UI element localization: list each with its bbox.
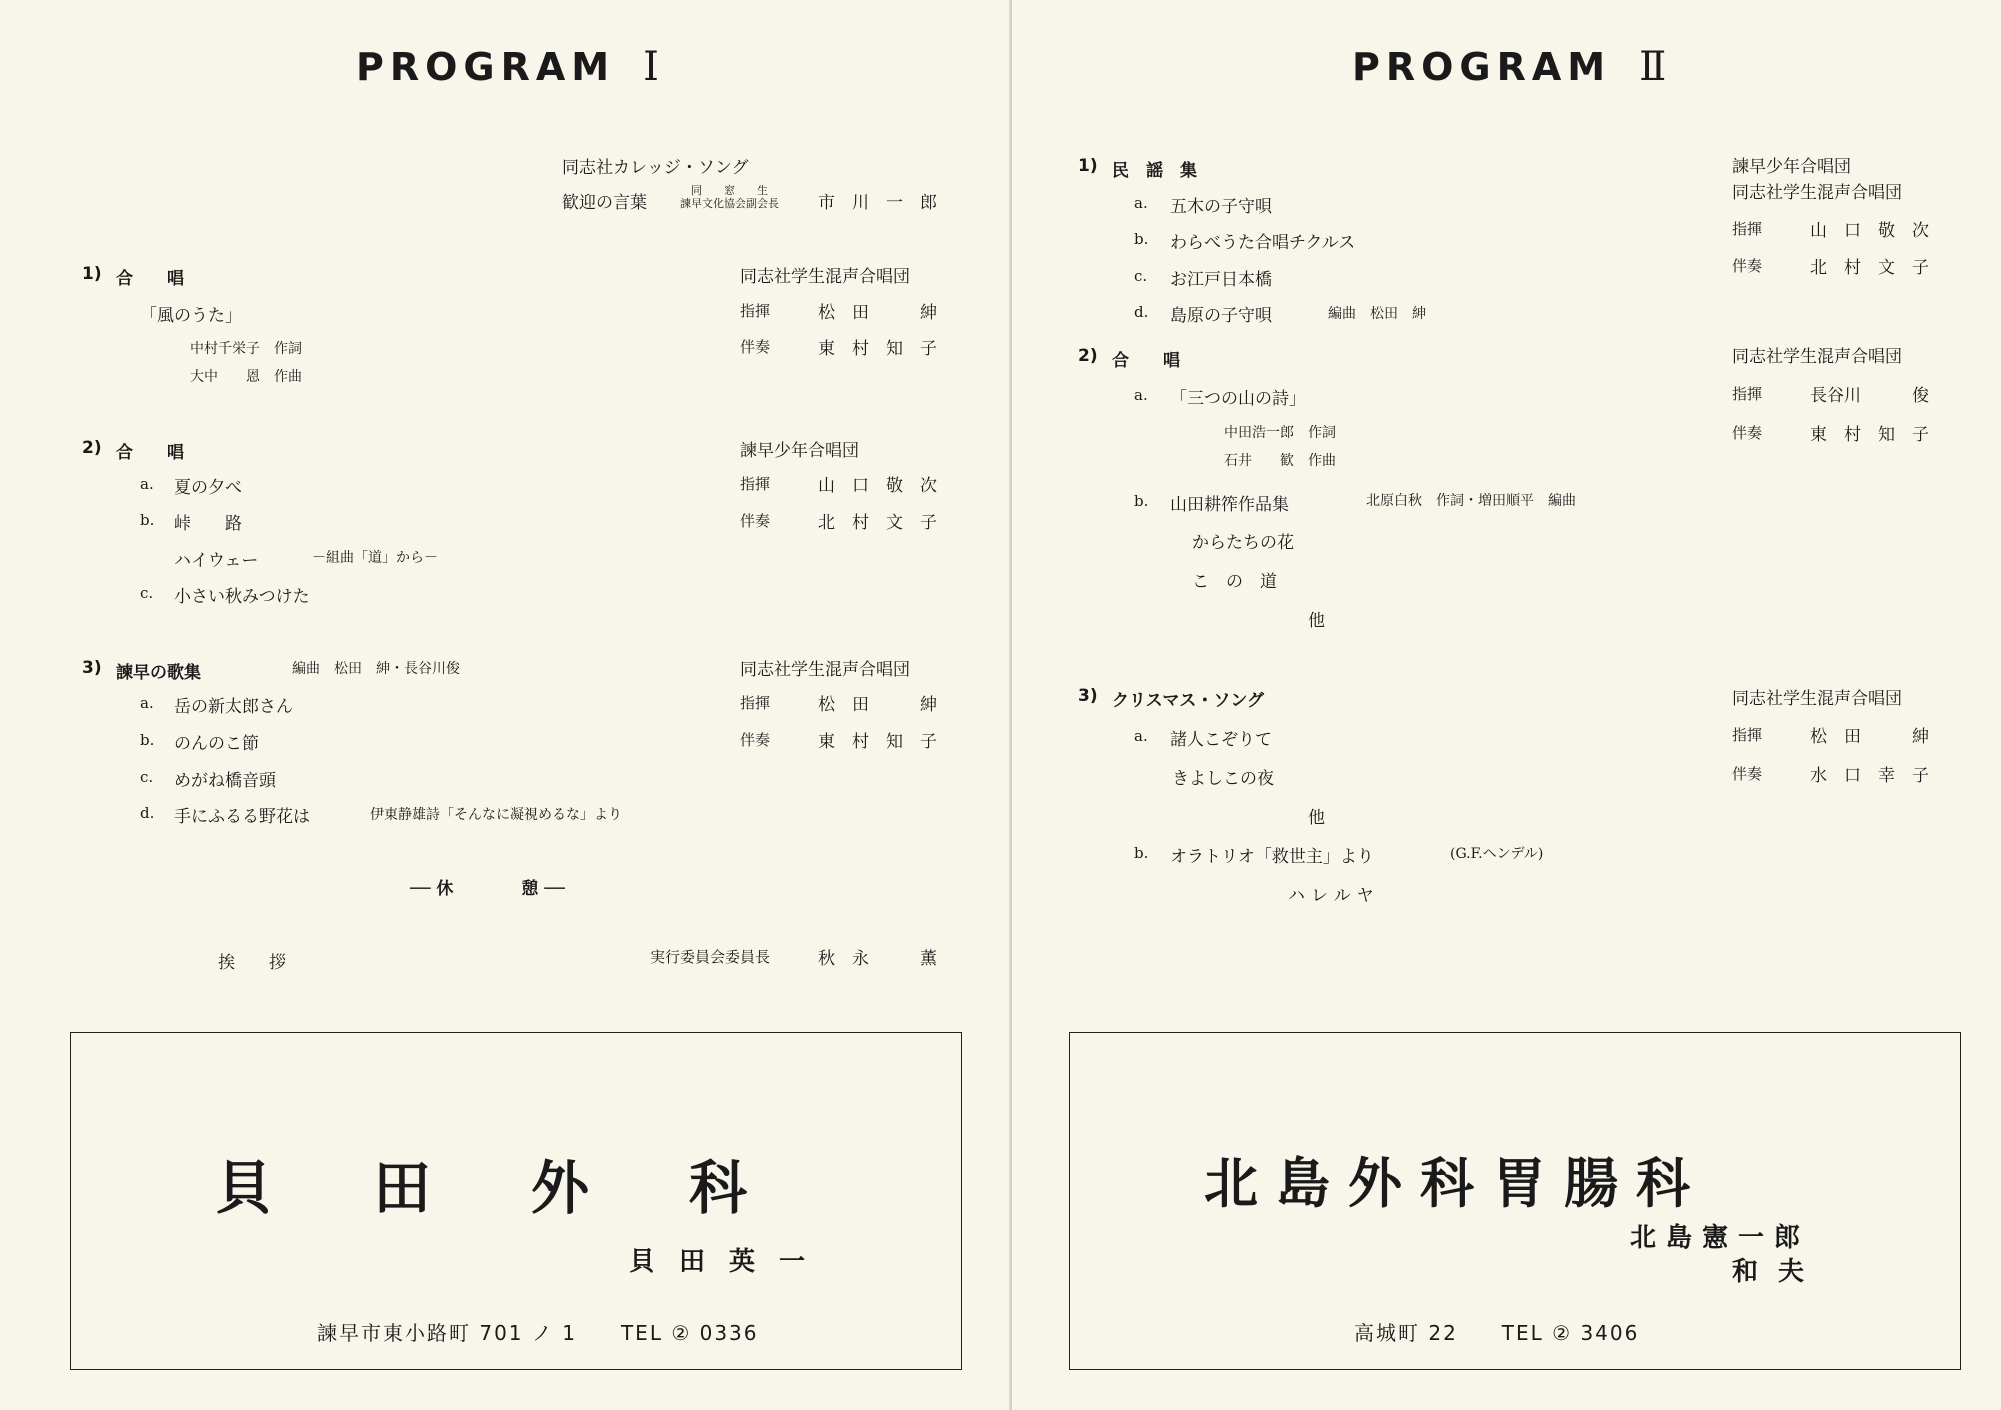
greeting-role: 実行委員会委員長: [650, 948, 771, 966]
song-item: のんのこ節: [174, 734, 259, 754]
song-note: 北原白秋 作詞・増田順平 編曲: [1366, 493, 1576, 509]
section-2-pianist-role: 伴奏: [1732, 424, 1763, 442]
song-item: お江戸日本橋: [1170, 270, 1272, 290]
greeting-person: 秋 永 薫: [818, 949, 937, 969]
section-3-pianist: 水 口 幸 子: [1810, 766, 1929, 786]
section-1-pianist-role: 伴奏: [1732, 257, 1763, 275]
section-3-performer: 同志社学生混声合唱団: [1732, 689, 1902, 709]
ad-doctor-name: 北島憲一郎: [1630, 1223, 1811, 1253]
song-item: 小さい秋みつけた: [174, 587, 310, 607]
song-item: 五木の子守唄: [1170, 197, 1272, 217]
section-1-pianist: 北 村 文 子: [1810, 258, 1929, 278]
section-3-number: 3): [82, 658, 102, 678]
item-label: b.: [1134, 844, 1149, 862]
section-2-conductor: 長谷川 俊: [1810, 386, 1929, 406]
song-item: ハイウェー: [174, 551, 259, 571]
item-label: b.: [140, 731, 155, 749]
section-3-pianist-role: 伴奏: [740, 731, 771, 749]
section-2-number: 2): [82, 438, 102, 458]
song-note: (G.F.ヘンデル): [1450, 846, 1544, 862]
section-2-title: 合 唱: [1112, 351, 1180, 371]
welcome-role: [680, 184, 779, 210]
composer-credit: 大中 恩 作曲: [190, 369, 302, 385]
song-item: きよしこの夜: [1172, 769, 1274, 789]
song-item-others: 他: [1308, 611, 1325, 631]
ad-clinic-name: 北島外科胃腸科: [1204, 1152, 1708, 1215]
section-2-performer: 同志社学生混声合唱団: [1732, 347, 1902, 367]
section-3-pianist-role: 伴奏: [1732, 765, 1763, 783]
section-2-conductor-role: 指揮: [1732, 385, 1763, 403]
item-label: b.: [1134, 230, 1149, 248]
song-item: 島原の子守唄: [1170, 306, 1272, 326]
section-2-title: 合 唱: [116, 443, 184, 463]
section-2-pianist: 東 村 知 子: [1810, 425, 1929, 445]
program-roman-numeral: Ⅰ: [643, 44, 659, 90]
section-3-conductor-role: 指揮: [740, 694, 771, 712]
song-item: 諸人こぞりて: [1170, 730, 1272, 750]
program-title-text: PROGRAM: [1352, 45, 1612, 89]
section-2-conductor-role: 指揮: [740, 475, 771, 493]
item-label: c.: [140, 768, 154, 786]
welcome-label: 歓迎の言葉: [562, 193, 647, 213]
song-note: －組曲「道」から－: [312, 550, 438, 566]
ad-doctor-name: 貝田英一: [629, 1247, 830, 1277]
lyricist-credit: 中村千栄子 作詞: [190, 341, 302, 357]
item-label: a.: [1134, 386, 1148, 404]
section-1-performer: 同志社学生混声合唱団: [740, 267, 910, 287]
item-label: d.: [140, 804, 155, 822]
ad-clinic-name: 貝田外科: [215, 1154, 848, 1222]
song-item: 山田耕筰作品集: [1170, 495, 1289, 515]
advertisement-kitajima-surgery: [1069, 1032, 1961, 1370]
song-note: 編曲 松田 紳: [1328, 306, 1426, 322]
item-label: a.: [1134, 194, 1148, 212]
item-label: c.: [1134, 267, 1148, 285]
ad-address: 諫早市東小路町 701 ノ 1 TEL ② 0336: [317, 1321, 759, 1345]
section-3-number: 3): [1078, 686, 1098, 706]
section-3-pianist: 東 村 知 子: [818, 732, 937, 752]
song-item: わらべうた合唱チクルス: [1170, 233, 1356, 253]
song-item-others: 他: [1308, 808, 1325, 828]
college-song: 同志社カレッジ・ソング: [562, 158, 749, 178]
composer-credit: 石井 歓 作曲: [1224, 453, 1336, 469]
section-1-performer: 同志社学生混声合唱団: [1732, 183, 1902, 203]
song-item: オラトリオ「救世主」より: [1170, 847, 1374, 867]
item-label: b.: [1134, 492, 1149, 510]
song-item: 夏の夕べ: [174, 478, 242, 498]
song-item: ハレルヤ: [1288, 886, 1380, 906]
section-3-title: クリスマス・ソング: [1112, 691, 1264, 711]
section-1-title: 民 謡 集: [1112, 161, 1197, 181]
program-title-text: PROGRAM: [356, 45, 616, 89]
section-2-pianist: 北 村 文 子: [818, 513, 937, 533]
section-1-conductor-role: 指揮: [740, 302, 771, 320]
song-item: 手にふるる野花は: [174, 807, 310, 827]
program-2-title: [1352, 44, 1666, 90]
section-3-conductor-role: 指揮: [1732, 726, 1763, 744]
section-3-title: 諫早の歌集: [116, 663, 201, 683]
item-label: b.: [140, 511, 155, 529]
item-label: a.: [140, 475, 154, 493]
section-3-conductor: 松 田 紳: [818, 695, 937, 715]
item-label: a.: [1134, 727, 1148, 745]
item-label: d.: [1134, 303, 1149, 321]
section-1-number: 1): [82, 264, 102, 284]
song-kaze-no-uta: 「風のうた」: [140, 306, 242, 326]
section-1-performer: 諫早少年合唱団: [1732, 157, 1851, 177]
section-1-conductor: 松 田 紳: [818, 303, 937, 323]
lyricist-credit: 中田浩一郎 作詞: [1224, 425, 1336, 441]
section-1-pianist-role: 伴奏: [740, 338, 771, 356]
section-2-performer: 諫早少年合唱団: [740, 441, 859, 461]
section-1-conductor: 山 口 敬 次: [1810, 221, 1929, 241]
section-1-title: 合 唱: [116, 269, 184, 289]
welcome-person: 市 川 一 郎: [818, 193, 937, 213]
section-1-pianist: 東 村 知 子: [818, 339, 937, 359]
program-1-title: [356, 44, 659, 90]
ad-address: 高城町 22 TEL ② 3406: [1354, 1321, 1640, 1345]
song-item: 「三つの山の詩」: [1170, 389, 1306, 409]
role-top: 同 窓 生: [691, 184, 768, 197]
song-item: こ の 道: [1192, 572, 1277, 592]
ad-doctor-name: 和夫: [1732, 1257, 1825, 1287]
song-item: めがね橋音頭: [174, 771, 276, 791]
intermission: ── 休 憩 ──: [410, 879, 565, 899]
song-item: 岳の新太郎さん: [174, 697, 293, 717]
section-2-number: 2): [1078, 346, 1098, 366]
item-label: a.: [140, 694, 154, 712]
program-roman-numeral: Ⅱ: [1639, 44, 1667, 90]
section-3-arranger: 編曲 松田 紳・長谷川俊: [292, 661, 460, 677]
song-item: 峠 路: [174, 514, 242, 534]
role-bottom: 諫早文化協会副会長: [680, 197, 779, 210]
section-1-number: 1): [1078, 156, 1098, 176]
item-label: c.: [140, 584, 154, 602]
section-2-conductor: 山 口 敬 次: [818, 476, 937, 496]
greeting-label: 挨 拶: [218, 953, 286, 973]
section-3-conductor: 松 田 紳: [1810, 727, 1929, 747]
song-item: からたちの花: [1192, 533, 1294, 553]
section-1-conductor-role: 指揮: [1732, 220, 1763, 238]
advertisement-kaida-surgery: [70, 1032, 962, 1370]
section-3-performer: 同志社学生混声合唱団: [740, 660, 910, 680]
program-2-page: [1012, 0, 2001, 1410]
section-2-pianist-role: 伴奏: [740, 512, 771, 530]
song-note: 伊東静雄詩「そんなに凝視めるな」より: [370, 807, 622, 823]
